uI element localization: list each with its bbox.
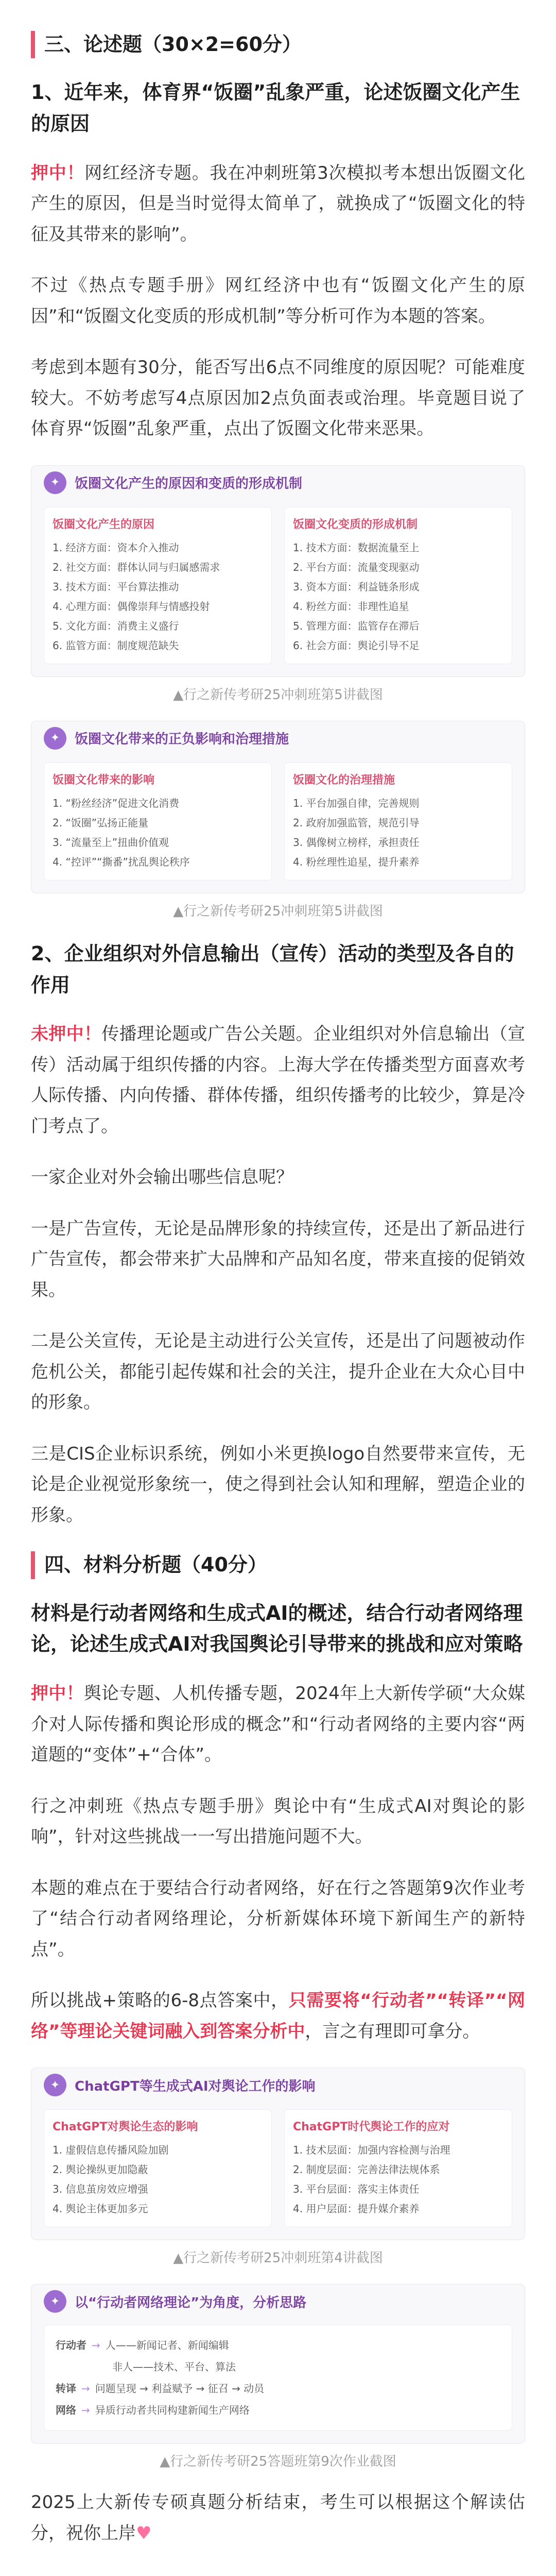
paragraph: 一家企业对外会输出哪些信息呢？ — [31, 1167, 293, 1188]
flow-diagram: 行动者 → 人——新闻记者、新闻编辑 非人——技术、平台、算法 转译 → 问题呈现 → 利益赋予 → 征召 → 动员 网络 → 异质行动者共同构建新闻生产网络 — [44, 2325, 512, 2431]
paragraph: 未押中！传播理论题或广告公关题。企业组织对外信息输出（宣传）活动属于组织传播的内容。上海大学在传播类型方面喜欢考人际传播、内向传播、群体传播，组织传播考的比较少，算是冷门考点了。 — [31, 1024, 526, 1137]
figure-list-item: 4. 粉丝理性追星，提升素养 — [293, 855, 420, 868]
figure-list-item: 4. 心理方面：偶像崇拜与情感投射 — [53, 600, 210, 613]
figure-screenshot — [31, 465, 525, 677]
figure-list-item: 2. 平台方面：流量变现驱动 — [293, 561, 420, 573]
arrow-right-icon: → — [92, 2339, 100, 2352]
figure-list-item: 2. 政府加强监管，规范引导 — [293, 816, 420, 829]
figure-column: 饭圈文化带来的影响 1. “粉丝经济”促进文化消费 2. “饭圈”弘扬正能量 3. “流量至上”扭曲价值观 4. “控评”“撕番”扰乱舆论秩序 — [44, 762, 272, 880]
question-title-1: 1、近年来，体育界“饭圈”乱象严重，论述饭圈文化产生的原因 — [31, 81, 520, 135]
figure-column: 饭圈文化产生的原因 1. 经济方面：资本介入推动 2. 社交方面：群体认同与归属感需求 3. 技术方面：平台算法推动 4. 心理方面：偶像崇拜与情感投射 5. 文化方面：消费主义盛行 6. 监管方面：制度规范缺失 — [44, 507, 272, 664]
figure-list-item: 2. 社交方面：群体认同与归属感需求 — [53, 561, 220, 573]
paragraph: 本题的难点在于要结合行动者网络，好在行之答题第9次作业考了“结合行动者网络理论，分析新媒体环境下新闻生产的新特点”。 — [31, 1877, 525, 1960]
figure-list-item: 2. 制度层面：完善法律法规体系 — [293, 2163, 440, 2176]
paragraph: 押中！舆论专题、人机传播专题，2024年上大新传学硕“大众媒介对人际传播和舆论形成的概念”和“行动者网络的主要内容“两道题的“变体”+“合体”。 — [31, 1683, 526, 1766]
figure-list-item: 1. “粉丝经济”促进文化消费 — [53, 796, 180, 809]
figure-header: ✦ 饭圈文化带来的正负影响和治理措施 — [31, 721, 525, 755]
paragraph: 三是CIS企业标识系统，例如小米更换logo自然要带来宣传，无论是企业视觉形象统一，使之得到社会认知和理解，塑造企业的形象。 — [31, 1443, 525, 1526]
hit-tag: 未押中！ — [31, 1024, 102, 1045]
question-title-material: 材料是行动者网络和生成式AI的概述，结合行动者网络理论，论述生成式AI对我国舆论引导带来的挑战和应对策略 — [31, 1601, 523, 1656]
paragraph: 行之冲刺班《热点专题手册》舆论中有“生成式AI对舆论的影响”，针对这些挑战一一写出措施问题不大。 — [31, 1795, 525, 1848]
figure-caption: ▲行之新传考研25冲刺班第4讲截图 — [173, 2250, 383, 2266]
figure-list-item: 4. “控评”“撕番”扰乱舆论秩序 — [53, 855, 190, 868]
heart-icon: ♥ — [136, 2522, 152, 2544]
figure-list-item: 1. 技术方面：数据流量至上 — [293, 541, 420, 554]
highlighted-text: 只需要将“行动者”“转译”“网络”等理论关键词融入到答案分析中 — [31, 1990, 525, 2042]
brand-logo-icon: ✦ — [44, 471, 66, 494]
figure-list-item: 3. 偶像树立榜样，承担责任 — [293, 836, 420, 849]
brand-logo-icon: ✦ — [44, 2290, 66, 2313]
figure-column: ChatGPT时代舆论工作的应对 1. 技术层面：加强内容检测与治理 2. 制度层面：完善法律法规体系 3. 平台层面：落实主体责任 4. 用户层面：提升媒介素养 — [284, 2109, 512, 2227]
paragraph: 考虑到本题有30分，能否写出6点不同维度的原因呢？可能难度较大。不妨考虑写4点原因加2点负面表或治理。毕竟题目说了体育界“饭圈”乱象严重，点出了饭圈文化带来恶果。 — [31, 357, 525, 439]
section-heading-essay: 三、论述题（30×2=60分） — [31, 31, 525, 58]
question-title-2: 2、企业组织对外信息输出（宣传）活动的类型及各自的作用 — [31, 942, 514, 996]
paragraph: 不过《热点专题手册》网红经济中也有“饭圈文化产生的原因”和“饭圈文化变质的形成机制”等分析可作为本题的答案。 — [31, 275, 525, 327]
figure-list-item: 6. 监管方面：制度规范缺失 — [53, 639, 179, 652]
figure-screenshot — [31, 721, 525, 893]
figure-list-item: 3. “流量至上”扭曲价值观 — [53, 836, 169, 849]
figure-caption: ▲行之新传考研25冲刺班第5讲截图 — [173, 687, 383, 703]
figure-list-item: 4. 粉丝方面：非理性追星 — [293, 600, 409, 613]
figure-list-item: 5. 文化方面：消费主义盛行 — [53, 619, 179, 632]
section-heading-material: 四、材料分析题（40分） — [31, 1551, 525, 1579]
figure-header: ✦ 以“行动者网络理论”为角度，分析思路 — [31, 2284, 525, 2318]
figure-list-item: 2. 舆论操纵更加隐蔽 — [53, 2163, 148, 2176]
paragraph: 所以挑战+策略的6-8点答案中，只需要将“行动者”“转译”“网络”等理论关键词融入到答案分析中，言之有理即可拿分。 — [31, 1990, 525, 2042]
figure-screenshot — [31, 2284, 525, 2444]
hit-tag: 押中！ — [31, 1683, 84, 1704]
figure-list-item: 3. 平台层面：落实主体责任 — [293, 2183, 420, 2196]
figure-list-item: 4. 用户层面：提升媒介素养 — [293, 2202, 420, 2215]
hit-tag: 押中！ — [31, 162, 85, 183]
figure-list-item: 4. 舆论主体更加多元 — [53, 2202, 148, 2215]
brand-logo-icon: ✦ — [44, 727, 66, 750]
figure-screenshot — [31, 2067, 525, 2240]
figure-list-item: 3. 信息茧房效应增强 — [53, 2183, 148, 2196]
figure-list-item: 1. 经济方面：资本介入推动 — [53, 541, 179, 554]
figure-list-item: 5. 管理方面：监管存在滞后 — [293, 619, 420, 632]
figure-list-item: 6. 社会方面：舆论引导不足 — [293, 639, 420, 652]
closing-paragraph: 2025上大新传专硕真题分析结束，考生可以根据这个解读估分，祝你上岸♥ — [31, 2492, 525, 2544]
figure-column: ChatGPT对舆论生态的影响 1. 虚假信息传播风险加剧 2. 舆论操纵更加隐蔽 3. 信息茧房效应增强 4. 舆论主体更加多元 — [44, 2109, 272, 2227]
paragraph: 一是广告宣传，无论是品牌形象的持续宣传，还是出了新品进行广告宣传，都会带来扩大品牌和产品知名度，带来直接的促销效果。 — [31, 1218, 525, 1300]
figure-list-item: 1. 平台加强自律，完善规则 — [293, 796, 420, 809]
figure-caption: ▲行之新传考研25冲刺班第5讲截图 — [173, 903, 383, 919]
figure-header: ✦ ChatGPT等生成式AI对舆论工作的影响 — [31, 2068, 525, 2102]
figure-list-item: 1. 技术层面：加强内容检测与治理 — [293, 2144, 450, 2157]
paragraph: 二是公关宣传，无论是主动进行公关宣传，还是出了问题被动作危机公关，都能引起传媒和社会的关注，提升企业在大众心目中的形象。 — [31, 1331, 525, 1413]
brand-logo-icon: ✦ — [44, 2074, 66, 2096]
figure-list-item: 3. 资本方面：利益链条形成 — [293, 580, 420, 593]
figure-column: 饭圈文化变质的形成机制 1. 技术方面：数据流量至上 2. 平台方面：流量变现驱动 3. 资本方面：利益链条形成 4. 粉丝方面：非理性追星 5. 管理方面：监管存在滞后 6. 社会方面：舆论引导不足 — [284, 507, 512, 664]
figure-list-item: 1. 虚假信息传播风险加剧 — [53, 2144, 169, 2157]
paragraph: 押中！网红经济专题。我在冲刺班第3次模拟考本想出饭圈文化产生的原因，但是当时觉得太简单了，就换成了“饭圈文化的特征及其带来的影响”。 — [31, 162, 525, 245]
figure-header: ✦ 饭圈文化产生的原因和变质的形成机制 — [31, 466, 525, 500]
figure-list-item: 3. 技术方面：平台算法推动 — [53, 580, 179, 593]
arrow-right-icon: → — [81, 2382, 90, 2395]
figure-list-item: 2. “饭圈”弘扬正能量 — [53, 816, 149, 829]
arrow-right-icon: → — [81, 2404, 90, 2417]
figure-column: 饭圈文化的治理措施 1. 平台加强自律，完善规则 2. 政府加强监管，规范引导 3. 偶像树立榜样，承担责任 4. 粉丝理性追星，提升素养 — [284, 762, 512, 880]
figure-caption: ▲行之新传考研25答题班第9次作业截图 — [160, 2454, 396, 2470]
